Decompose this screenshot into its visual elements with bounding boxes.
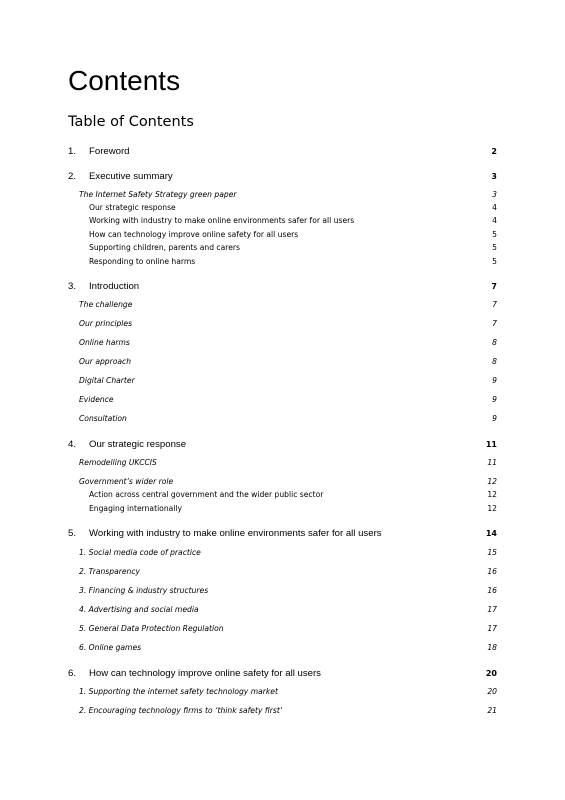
toc-entry-text: 5. General Data Protection Regulation xyxy=(79,624,224,633)
toc-entry-text: 2. Transparency xyxy=(79,567,141,576)
toc-entry-page: 20 xyxy=(485,669,497,678)
toc-entry-text: Working with industry to make online environments safer for all users xyxy=(89,528,382,539)
toc-entry-text: Supporting children, parents and carers xyxy=(89,243,240,252)
toc-entry-number: 4. xyxy=(68,439,77,450)
toc-entry-subsection[interactable] xyxy=(68,490,497,499)
toc-entry-subsection[interactable] xyxy=(68,504,497,513)
toc-entry-text: Engaging internationally xyxy=(89,504,183,513)
toc-entry-text: The Internet Safety Strategy green paper xyxy=(79,190,237,199)
toc-entry-number: 2. xyxy=(68,171,77,182)
toc-entry-subsection[interactable] xyxy=(68,243,497,252)
toc-entry-page: 7 xyxy=(492,319,497,328)
toc-entry-text: 6. Online games xyxy=(79,643,142,652)
toc-entry-page: 4 xyxy=(492,203,497,212)
toc-entry-text: Action across central government and the wider public sector xyxy=(89,490,324,499)
toc-entry-page: 20 xyxy=(487,687,497,696)
toc-entry-page: 5 xyxy=(492,230,497,239)
toc-entry-text: Introduction xyxy=(89,281,140,292)
toc-entry-text: Our strategic response xyxy=(89,203,176,212)
toc-entry-page: 5 xyxy=(492,257,497,266)
toc-entry-section[interactable] xyxy=(68,624,497,633)
toc-entry-page: 9 xyxy=(492,376,497,385)
toc-entry-subsection[interactable] xyxy=(68,257,497,266)
toc-entry-text: How can technology improve online safety for all users xyxy=(89,668,321,679)
toc-entry-page: 12 xyxy=(487,504,497,513)
toc-entry-section[interactable] xyxy=(68,586,497,595)
toc-entry-page: 18 xyxy=(487,643,497,652)
toc-entry-text: 3. Financing & industry structures xyxy=(79,586,209,595)
toc-entry-text: Foreword xyxy=(89,146,130,157)
toc-entry-text: How can technology improve online safety for all users xyxy=(89,230,299,239)
toc-entry-page: 16 xyxy=(487,567,497,576)
toc-entry-section[interactable] xyxy=(68,414,497,423)
toc-entry-text: 2. Encouraging technology firms to ‘think safety first’ xyxy=(79,706,283,715)
toc-entry-section[interactable] xyxy=(68,477,497,486)
toc-entry-page: 7 xyxy=(492,300,497,309)
toc-entry-page: 8 xyxy=(492,338,497,347)
page-title: Contents xyxy=(68,65,181,96)
toc-entry-number: 5. xyxy=(68,528,77,539)
toc-entry-page: 4 xyxy=(492,216,497,225)
toc-entry-page: 21 xyxy=(487,706,497,715)
toc-entry-page: 3 xyxy=(492,190,497,199)
toc-entry-chapter[interactable] xyxy=(68,171,497,182)
toc-entry-chapter[interactable] xyxy=(68,146,497,157)
toc-entry-text: Government’s wider role xyxy=(79,477,174,486)
toc-entry-section[interactable] xyxy=(68,458,497,467)
toc-entry-section[interactable] xyxy=(68,395,497,404)
toc-entry-page: 11 xyxy=(487,458,497,467)
toc-entry-text: The challenge xyxy=(79,300,133,309)
toc-entry-section[interactable] xyxy=(68,357,497,366)
toc-entry-chapter[interactable] xyxy=(68,281,497,292)
toc-entry-page: 12 xyxy=(487,490,497,499)
toc-entry-page: 9 xyxy=(492,414,497,423)
toc-entry-text: 1. Social media code of practice xyxy=(79,548,201,557)
toc-entry-text: Digital Charter xyxy=(79,376,135,385)
toc-entry-section[interactable] xyxy=(68,548,497,557)
toc-entry-page: 9 xyxy=(492,395,497,404)
toc-entry-section[interactable] xyxy=(68,300,497,309)
toc-entry-text: Remodelling UKCCIS xyxy=(79,458,157,467)
toc-heading: Table of Contents xyxy=(68,114,194,130)
toc-entry-text: Responding to online harms xyxy=(89,257,196,266)
toc-entry-subsection[interactable] xyxy=(68,203,497,212)
toc-entry-subsection[interactable] xyxy=(68,230,497,239)
toc-entry-page: 8 xyxy=(492,357,497,366)
toc-entry-chapter[interactable] xyxy=(68,439,497,450)
toc-entry-page: 17 xyxy=(487,624,497,633)
toc-entry-number: 6. xyxy=(68,668,77,679)
toc-entry-page: 3 xyxy=(491,172,497,181)
toc-entry-page: 7 xyxy=(491,282,497,291)
toc-entry-section[interactable] xyxy=(68,567,497,576)
toc-entry-page: 15 xyxy=(487,548,497,557)
toc-entry-text: Our strategic response xyxy=(89,439,187,450)
toc-entry-text: Our approach xyxy=(79,357,132,366)
toc-entry-section[interactable] xyxy=(68,376,497,385)
toc-entry-page: 14 xyxy=(485,529,497,538)
toc-entry-page: 11 xyxy=(485,440,497,449)
toc-entry-section[interactable] xyxy=(68,190,497,199)
toc-entry-chapter[interactable] xyxy=(68,668,497,679)
toc-entry-page: 2 xyxy=(491,147,497,156)
toc-entry-section[interactable] xyxy=(68,643,497,652)
toc-entry-text: 4. Advertising and social media xyxy=(79,605,199,614)
toc-entry-page: 5 xyxy=(492,243,497,252)
toc-entry-page: 12 xyxy=(487,477,497,486)
toc-entry-text: Consultation xyxy=(79,414,127,423)
toc-entry-section[interactable] xyxy=(68,706,497,715)
toc-entry-section[interactable] xyxy=(68,319,497,328)
toc-entry-number: 1. xyxy=(68,146,77,157)
toc-entry-text: Working with industry to make online environments safer for all users xyxy=(89,216,355,225)
toc-entry-subsection[interactable] xyxy=(68,216,497,225)
toc-entry-text: Evidence xyxy=(79,395,114,404)
toc-entry-page: 17 xyxy=(487,605,497,614)
toc-entry-section[interactable] xyxy=(68,605,497,614)
toc-entry-text: 1. Supporting the internet safety technology market xyxy=(79,687,278,696)
toc-entry-number: 3. xyxy=(68,281,77,292)
toc-entry-text: Executive summary xyxy=(89,171,173,182)
toc-entry-section[interactable] xyxy=(68,338,497,347)
toc-entry-page: 16 xyxy=(487,586,497,595)
toc-entry-section[interactable] xyxy=(68,687,497,696)
toc-entry-chapter[interactable] xyxy=(68,528,497,539)
toc-entry-text: Online harms xyxy=(79,338,130,347)
toc-entry-text: Our principles xyxy=(79,319,133,328)
